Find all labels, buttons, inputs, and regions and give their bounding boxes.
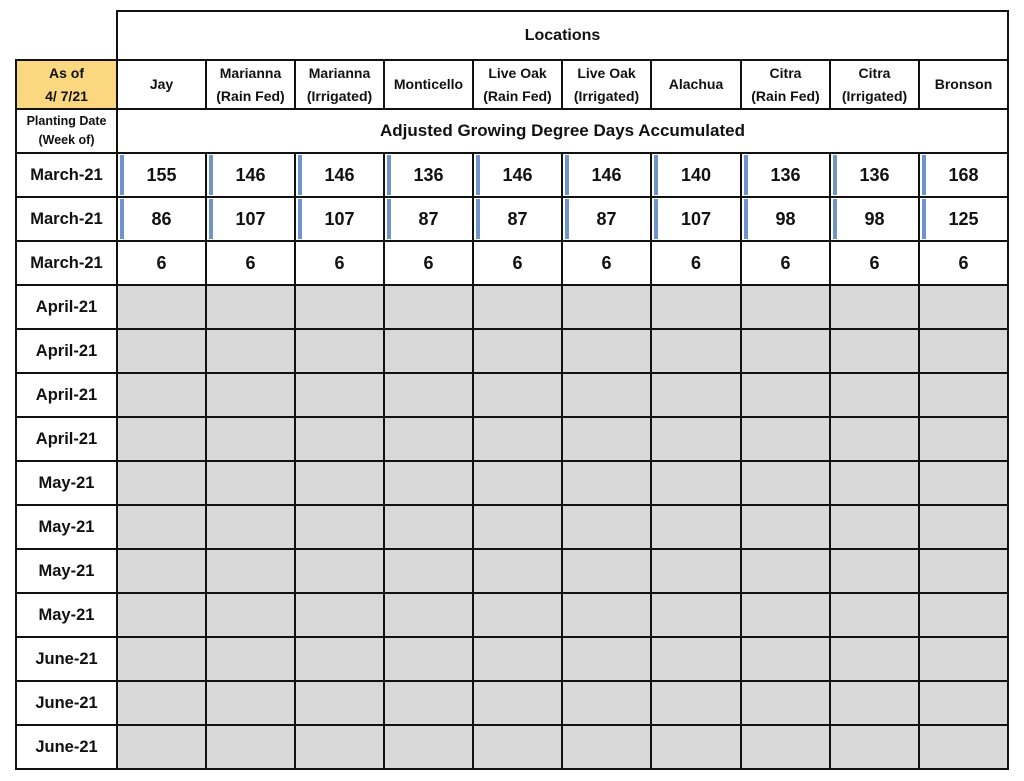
table-row (16, 285, 1008, 329)
location-header (562, 60, 651, 109)
empty-gdd-cell (830, 285, 919, 329)
gdd-value: 136 (413, 164, 444, 185)
gdd-value: 98 (775, 208, 796, 229)
gdd-value-cell (295, 153, 384, 197)
empty-gdd-cell (206, 461, 295, 505)
empty-gdd-cell (651, 329, 741, 373)
gdd-value-cell (117, 153, 206, 197)
gdd-value: 125 (948, 208, 979, 229)
gdd-value: 146 (502, 164, 533, 185)
empty-gdd-cell (206, 593, 295, 637)
location-header (919, 60, 1008, 109)
empty-gdd-cell (651, 373, 741, 417)
empty-gdd-cell (117, 505, 206, 549)
empty-gdd-cell (384, 725, 473, 769)
planting-date-cell: May-21 (16, 461, 117, 505)
empty-gdd-cell (384, 329, 473, 373)
location-name: Citra (769, 64, 802, 81)
as-of-date: 4/ 7/21 (45, 87, 88, 104)
table-row (16, 417, 1008, 461)
empty-gdd-cell (741, 505, 830, 549)
gdd-value: 6 (156, 252, 167, 273)
empty-gdd-cell (562, 549, 651, 593)
location-variant: (Irrigated) (306, 87, 373, 104)
location-name: Marianna (219, 64, 282, 81)
gdd-value: 140 (680, 164, 712, 185)
empty-gdd-cell (651, 549, 741, 593)
empty-gdd-cell (384, 373, 473, 417)
data-bar-indicator (476, 155, 480, 195)
empty-gdd-cell (741, 461, 830, 505)
location-name: Live Oak (488, 64, 547, 81)
empty-gdd-cell (830, 681, 919, 725)
empty-gdd-cell (741, 417, 830, 461)
empty-gdd-cell (562, 329, 651, 373)
location-name: Citra (858, 64, 891, 81)
empty-gdd-cell (206, 681, 295, 725)
empty-gdd-cell (919, 681, 1008, 725)
data-bar-indicator (922, 155, 926, 195)
planting-date-cell: April-21 (16, 373, 117, 417)
data-bar-indicator (565, 199, 569, 239)
planting-date-cell: March-21 (16, 241, 117, 285)
empty-gdd-cell (562, 725, 651, 769)
data-bar-indicator (387, 155, 391, 195)
empty-gdd-cell (830, 725, 919, 769)
empty-gdd-cell (830, 593, 919, 637)
gdd-value-cell (651, 153, 741, 197)
gdd-value-cell (473, 153, 562, 197)
gdd-value: 6 (869, 252, 880, 273)
empty-gdd-cell (473, 637, 562, 681)
empty-gdd-cell (651, 637, 741, 681)
empty-gdd-cell (919, 373, 1008, 417)
planting-date-cell: June-21 (16, 637, 117, 681)
location-variant: (Irrigated) (841, 87, 908, 104)
location-variant: (Irrigated) (573, 87, 640, 104)
empty-gdd-cell (562, 417, 651, 461)
empty-gdd-cell (562, 373, 651, 417)
empty-gdd-cell (384, 681, 473, 725)
gdd-value: 87 (596, 208, 617, 229)
empty-gdd-cell (295, 329, 384, 373)
gdd-value: 107 (324, 208, 355, 229)
gdd-value: 136 (859, 164, 890, 185)
location-name: Jay (149, 76, 174, 92)
empty-gdd-cell (919, 637, 1008, 681)
empty-gdd-cell (295, 725, 384, 769)
gdd-value: 107 (235, 208, 266, 229)
empty-gdd-cell (830, 461, 919, 505)
planting-date-cell: May-21 (16, 505, 117, 549)
table-row (16, 681, 1008, 725)
data-bar-indicator (654, 155, 658, 195)
empty-gdd-cell (830, 373, 919, 417)
location-name: Alachua (668, 76, 724, 92)
table-row (16, 373, 1008, 417)
gdd-value-cell (651, 197, 741, 241)
empty-gdd-cell (295, 373, 384, 417)
empty-gdd-cell (562, 285, 651, 329)
location-header (651, 60, 741, 109)
empty-gdd-cell (206, 285, 295, 329)
planting-date-cell: May-21 (16, 549, 117, 593)
gdd-value: 6 (690, 252, 701, 273)
gdd-value: 98 (864, 208, 885, 229)
gdd-value-cell (830, 197, 919, 241)
gdd-value-cell (651, 241, 741, 285)
metric-title: Adjusted Growing Degree Days Accumulated (117, 109, 1008, 153)
data-bar-indicator (476, 199, 480, 239)
empty-gdd-cell (473, 549, 562, 593)
planting-date-cell: April-21 (16, 329, 117, 373)
data-bar-indicator (744, 155, 748, 195)
empty-gdd-cell (919, 505, 1008, 549)
empty-gdd-cell (117, 681, 206, 725)
empty-gdd-cell (206, 417, 295, 461)
location-header (295, 60, 384, 109)
table-row (16, 593, 1008, 637)
empty-gdd-cell (384, 461, 473, 505)
empty-gdd-cell (206, 505, 295, 549)
location-variant: (Rain Fed) (216, 87, 285, 104)
gdd-value: 155 (146, 164, 177, 185)
empty-gdd-cell (295, 549, 384, 593)
as-of-cell (16, 60, 117, 109)
table-row (16, 329, 1008, 373)
empty-gdd-cell (741, 549, 830, 593)
empty-gdd-cell (830, 505, 919, 549)
empty-gdd-cell (473, 505, 562, 549)
gdd-value-cell (830, 241, 919, 285)
data-bar-indicator (120, 155, 124, 195)
location-name: Bronson (934, 76, 993, 92)
gdd-value: 146 (324, 164, 355, 185)
planting-date-cell: March-21 (16, 153, 117, 197)
empty-gdd-cell (919, 461, 1008, 505)
location-header (741, 60, 830, 109)
gdd-value-cell (741, 153, 830, 197)
gdd-value: 6 (423, 252, 434, 273)
location-header (384, 60, 473, 109)
planting-date-cell: June-21 (16, 725, 117, 769)
location-name: Marianna (308, 64, 371, 81)
gdd-value-cell (741, 197, 830, 241)
empty-gdd-cell (206, 637, 295, 681)
empty-gdd-cell (206, 329, 295, 373)
planting-date-cell: March-21 (16, 197, 117, 241)
gdd-value: 6 (334, 252, 345, 273)
empty-gdd-cell (384, 417, 473, 461)
locations-title: Locations (117, 11, 1008, 60)
data-bar-indicator (298, 199, 302, 239)
gdd-value-cell (206, 153, 295, 197)
empty-gdd-cell (830, 417, 919, 461)
empty-gdd-cell (295, 505, 384, 549)
empty-gdd-cell (295, 417, 384, 461)
empty-gdd-cell (473, 329, 562, 373)
empty-gdd-cell (919, 329, 1008, 373)
gdd-value-cell (117, 197, 206, 241)
table-row (16, 461, 1008, 505)
planting-date-label: Planting Date (26, 114, 107, 128)
location-name: Live Oak (577, 64, 636, 81)
gdd-value-cell (919, 197, 1008, 241)
planting-date-cell: April-21 (16, 285, 117, 329)
location-header (206, 60, 295, 109)
location-variant: (Rain Fed) (483, 87, 552, 104)
gdd-value: 6 (512, 252, 523, 273)
gdd-table (15, 10, 1009, 770)
gdd-value-cell (295, 197, 384, 241)
empty-gdd-cell (562, 637, 651, 681)
empty-gdd-cell (473, 373, 562, 417)
empty-gdd-cell (741, 725, 830, 769)
table-row (16, 153, 1008, 197)
gdd-value-cell (562, 197, 651, 241)
gdd-value: 6 (245, 252, 256, 273)
table-row (16, 549, 1008, 593)
gdd-value-cell (117, 241, 206, 285)
empty-gdd-cell (919, 593, 1008, 637)
data-bar-indicator (922, 199, 926, 239)
planting-date-cell: June-21 (16, 681, 117, 725)
planting-date-header (16, 109, 117, 153)
gdd-value-cell (384, 153, 473, 197)
gdd-value-cell (919, 153, 1008, 197)
gdd-value: 6 (958, 252, 969, 273)
empty-gdd-cell (562, 593, 651, 637)
gdd-value: 168 (948, 164, 979, 185)
gdd-value: 87 (507, 208, 528, 229)
location-variant: (Rain Fed) (751, 87, 820, 104)
gdd-value-cell (473, 241, 562, 285)
empty-gdd-cell (117, 549, 206, 593)
empty-gdd-cell (117, 373, 206, 417)
empty-gdd-cell (384, 505, 473, 549)
empty-gdd-cell (651, 505, 741, 549)
empty-gdd-cell (117, 637, 206, 681)
empty-gdd-cell (741, 637, 830, 681)
gdd-value-cell (830, 153, 919, 197)
data-bar-indicator (209, 199, 213, 239)
gdd-value: 87 (418, 208, 439, 229)
table-row (16, 637, 1008, 681)
gdd-value-cell (206, 197, 295, 241)
location-header (117, 60, 206, 109)
gdd-value: 86 (151, 208, 172, 229)
empty-gdd-cell (384, 637, 473, 681)
empty-gdd-cell (919, 549, 1008, 593)
location-name: Monticello (393, 76, 464, 92)
empty-gdd-cell (741, 373, 830, 417)
gdd-value: 136 (770, 164, 801, 185)
empty-gdd-cell (384, 285, 473, 329)
gdd-value-cell (295, 241, 384, 285)
data-bar-indicator (833, 199, 837, 239)
empty-gdd-cell (562, 681, 651, 725)
gdd-value: 6 (780, 252, 791, 273)
data-bar-indicator (387, 199, 391, 239)
empty-gdd-cell (473, 417, 562, 461)
empty-gdd-cell (830, 637, 919, 681)
empty-gdd-cell (919, 417, 1008, 461)
empty-gdd-cell (830, 329, 919, 373)
data-bar-indicator (120, 199, 124, 239)
planting-date-cell: May-21 (16, 593, 117, 637)
empty-gdd-cell (919, 725, 1008, 769)
gdd-value: 146 (235, 164, 266, 185)
empty-gdd-cell (117, 417, 206, 461)
empty-gdd-cell (295, 637, 384, 681)
empty-gdd-cell (206, 725, 295, 769)
data-bar-indicator (833, 155, 837, 195)
empty-gdd-cell (919, 285, 1008, 329)
empty-gdd-cell (384, 593, 473, 637)
empty-gdd-cell (473, 285, 562, 329)
empty-gdd-cell (295, 461, 384, 505)
table-row (16, 505, 1008, 549)
gdd-value-cell (919, 241, 1008, 285)
gdd-value-cell (384, 197, 473, 241)
empty-gdd-cell (741, 681, 830, 725)
empty-gdd-cell (117, 461, 206, 505)
data-bar-indicator (654, 199, 658, 239)
gdd-value: 146 (591, 164, 622, 185)
empty-gdd-cell (117, 725, 206, 769)
empty-gdd-cell (295, 681, 384, 725)
table-row (16, 725, 1008, 769)
location-header (830, 60, 919, 109)
empty-gdd-cell (651, 725, 741, 769)
gdd-value-cell (562, 241, 651, 285)
empty-gdd-cell (741, 329, 830, 373)
empty-gdd-cell (295, 593, 384, 637)
empty-gdd-cell (741, 285, 830, 329)
data-bar-indicator (565, 155, 569, 195)
table-row (16, 197, 1008, 241)
empty-gdd-cell (830, 549, 919, 593)
gdd-value-cell (206, 241, 295, 285)
empty-gdd-cell (117, 329, 206, 373)
gdd-value-cell (473, 197, 562, 241)
corner-blank (16, 11, 117, 60)
empty-gdd-cell (473, 681, 562, 725)
empty-gdd-cell (651, 593, 741, 637)
empty-gdd-cell (562, 461, 651, 505)
gdd-value: 107 (680, 208, 712, 229)
empty-gdd-cell (117, 285, 206, 329)
gdd-value: 6 (601, 252, 612, 273)
data-bar-indicator (209, 155, 213, 195)
empty-gdd-cell (473, 725, 562, 769)
empty-gdd-cell (473, 461, 562, 505)
empty-gdd-cell (206, 373, 295, 417)
location-header (473, 60, 562, 109)
empty-gdd-cell (473, 593, 562, 637)
empty-gdd-cell (741, 593, 830, 637)
gdd-value-cell (562, 153, 651, 197)
empty-gdd-cell (651, 417, 741, 461)
table-row (16, 241, 1008, 285)
empty-gdd-cell (562, 505, 651, 549)
empty-gdd-cell (384, 549, 473, 593)
empty-gdd-cell (651, 461, 741, 505)
gdd-value-cell (741, 241, 830, 285)
data-bar-indicator (298, 155, 302, 195)
planting-date-cell: April-21 (16, 417, 117, 461)
empty-gdd-cell (295, 285, 384, 329)
empty-gdd-cell (651, 681, 741, 725)
as-of-label: As of (49, 64, 84, 81)
data-bar-indicator (744, 199, 748, 239)
gdd-value-cell (384, 241, 473, 285)
planting-date-sub: (Week of) (38, 133, 95, 147)
empty-gdd-cell (651, 285, 741, 329)
empty-gdd-cell (117, 593, 206, 637)
empty-gdd-cell (206, 549, 295, 593)
